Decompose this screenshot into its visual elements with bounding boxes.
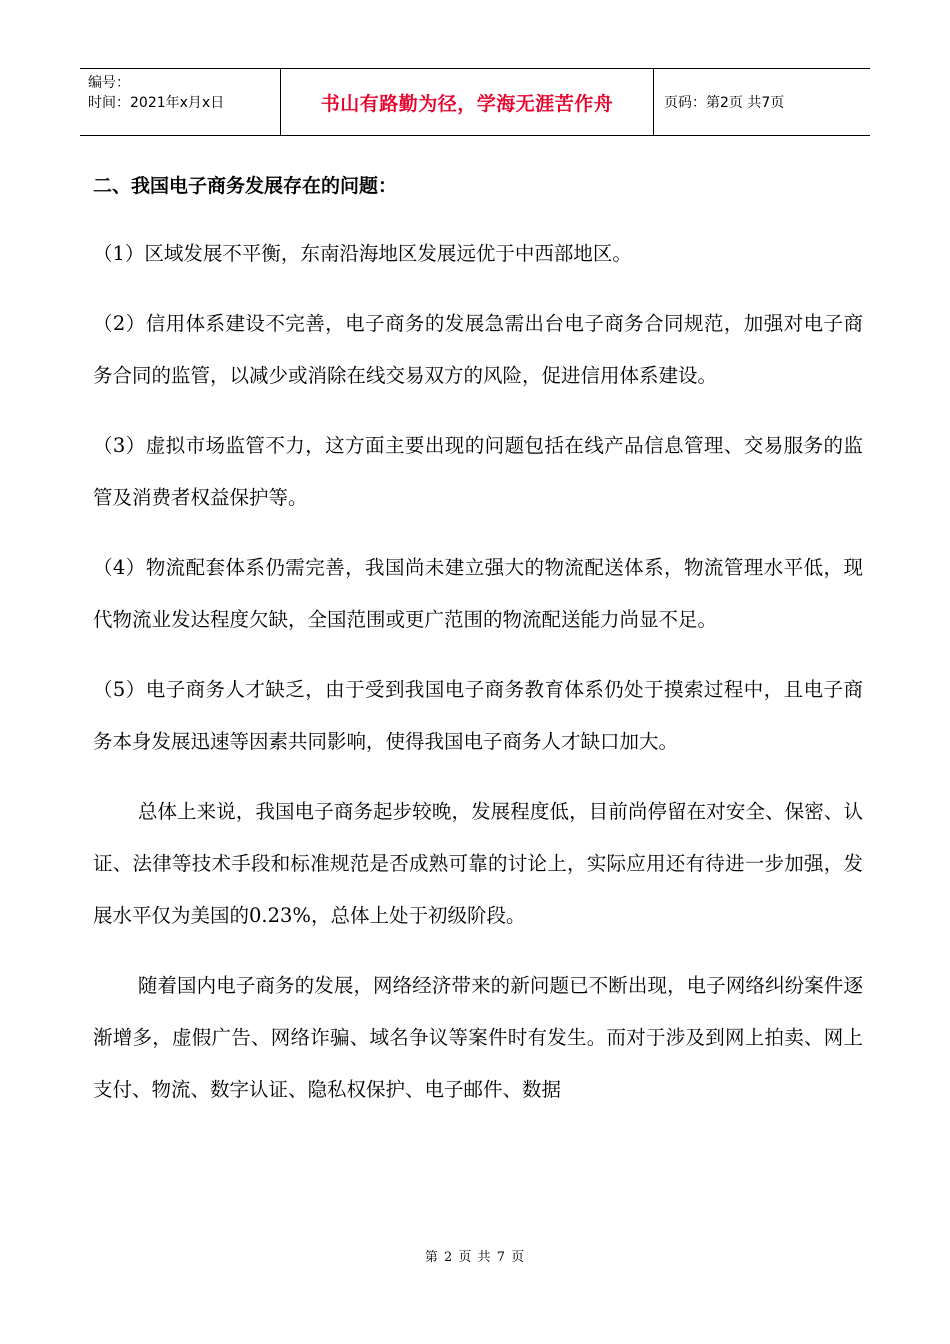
summary-paragraph: 总体上来说，我国电子商务起步较晚，发展程度低，目前尚停留在对安全、保密、认证、法律等技术手段和标准规范是否成熟可靠的讨论上，实际应用还有待进一步加强，发展水平仅为美国的0.23%，总体上处于初级阶段。 bbox=[93, 800, 863, 927]
header-meta bbox=[80, 69, 281, 135]
number-label: 编号： bbox=[88, 75, 130, 91]
list-item: （2）信用体系建设不完善，电子商务的发展急需出台电子商务合同规范，加强对电子商务合同的监管，以减少或消除在线交易双方的风险，促进信用体系建设。 bbox=[93, 312, 863, 387]
list-item: （4）物流配套体系仍需完善，我国尚未建立强大的物流配送体系，物流管理水平低，现代物流业发达程度欠缺，全国范围或更广范围的物流配送能力尚显不足。 bbox=[93, 556, 863, 631]
header-motto: 书山有路勤为径，学海无涯苦作舟 bbox=[281, 69, 654, 135]
list-item: （3）虚拟市场监管不力，这方面主要出现的问题包括在线产品信息管理、交易服务的监管及消费者权益保护等。 bbox=[93, 434, 863, 509]
document-body bbox=[93, 160, 863, 1134]
body-paragraph: 随着国内电子商务的发展，网络经济带来的新问题已不断出现，电子网络纠纷案件逐渐增多，虚假广告、网络诈骗、域名争议等案件时有发生。而对于涉及到网上拍卖、网上支付、物流、数字认证、隐私权保护、电子邮件、数据 bbox=[93, 974, 863, 1101]
list-item: （5）电子商务人才缺乏，由于受到我国电子商务教育体系仍处于摸索过程中，且电子商务本身发展迅速等因素共同影响，使得我国电子商务人才缺口加大。 bbox=[93, 678, 863, 753]
page-footer: 第 2 页 共 7 页 bbox=[424, 1250, 526, 1265]
list-item: （1）区域发展不平衡，东南沿海地区发展远优于中西部地区。 bbox=[93, 242, 632, 265]
section-heading: 二、我国电子商务发展存在的问题： bbox=[93, 175, 398, 197]
time-label: 时间：2021年x月x日 bbox=[88, 95, 225, 111]
header-page-info: 页码：第2页 共7页 bbox=[664, 95, 785, 111]
page-header bbox=[80, 68, 870, 136]
